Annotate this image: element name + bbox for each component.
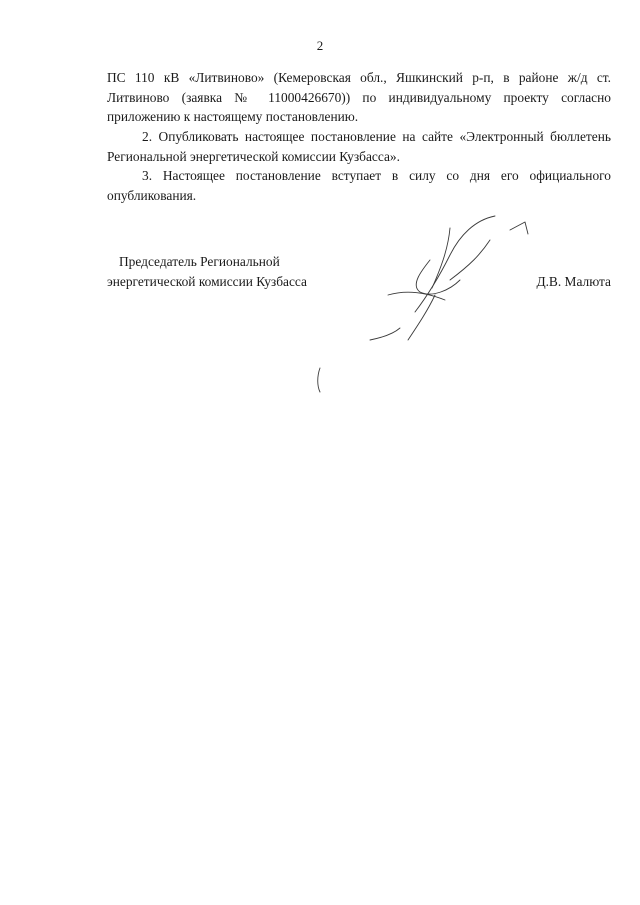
signer-title-line-2: энергетической комиссии Кузбасса <box>107 273 307 289</box>
handwritten-signature <box>300 200 540 400</box>
paragraph-continuation: ПС 110 кВ «Литвиново» (Кемеровская обл., Яшкинский р-п, в районе ж/д ст. Литвиново (заявка № 11000426670)) по индивидуальному проекту согласно приложению к настоящему постановлению. <box>107 70 611 124</box>
paragraph-effective-date: 3. Настоящее постановление вступает в силу со дня его официального опубликования. <box>107 168 611 203</box>
paragraph-publish: 2. Опубликовать настоящее постановление на сайте «Электронный бюллетень Региональной энергетической комиссии Кузбасса». <box>107 129 611 164</box>
signer-name: Д.В. Малюта <box>536 273 611 289</box>
page-number: 2 <box>316 38 324 53</box>
signer-title-line-1: Председатель Региональной <box>119 254 280 269</box>
